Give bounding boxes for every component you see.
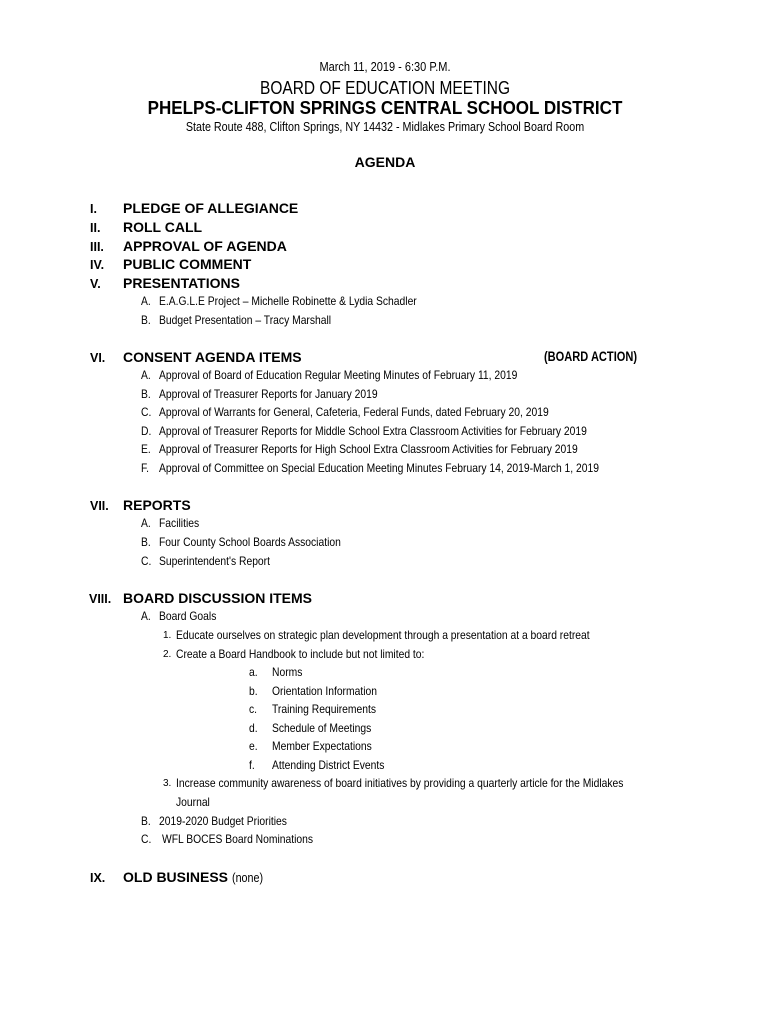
handbook-item: Member Expectations <box>272 739 372 753</box>
list-item: Approval of Treasurer Reports for Middle School Extra Classroom Activities for February 2019 <box>159 424 587 438</box>
section-numeral: IX. <box>90 871 106 885</box>
list-item-letter: B. <box>141 535 151 549</box>
handbook-item: Norms <box>272 665 303 679</box>
meeting-title: BOARD OF EDUCATION MEETING <box>260 78 510 98</box>
list-item: Approval of Warrants for General, Cafeteria, Federal Funds, dated February 20, 2019 <box>159 405 549 419</box>
section-board-discussion: BOARD DISCUSSION ITEMS <box>123 590 313 606</box>
list-item-letter: A. <box>141 516 151 530</box>
goal-number: 3. <box>163 778 172 789</box>
list-item: Approval of Treasurer Reports for High School Extra Classroom Activities for February 2019 <box>159 442 578 456</box>
list-item: Four County School Boards Association <box>159 535 341 549</box>
goal-item-continued: Journal <box>176 795 210 809</box>
list-item: 2019-2020 Budget Priorities <box>159 814 287 828</box>
list-item: Approval of Board of Education Regular Meeting Minutes of February 11, 2019 <box>159 368 518 382</box>
section-roll-call: ROLL CALL <box>123 219 203 235</box>
list-item-letter: E. <box>141 442 151 456</box>
list-item: Superintendent's Report <box>159 554 270 568</box>
list-item: Budget Presentation – Tracy Marshall <box>159 313 332 327</box>
section-numeral: VI. <box>90 351 106 365</box>
handbook-item-letter: f. <box>249 758 255 772</box>
list-item: WFL BOCES Board Nominations <box>162 832 314 846</box>
district-name: PHELPS-CLIFTON SPRINGS CENTRAL SCHOOL DISTRICT <box>147 97 623 118</box>
list-item: Approval of Committee on Special Education Meeting Minutes February 14, 2019-March 1, 2019 <box>159 461 599 475</box>
section-numeral: VII. <box>90 499 109 513</box>
goal-item: Create a Board Handbook to include but not limited to: <box>176 647 425 661</box>
section-consent-agenda: CONSENT AGENDA ITEMS <box>123 349 302 365</box>
goal-item: Educate ourselves on strategic plan development through a presentation at a board retreat <box>176 628 590 642</box>
section-public-comment: PUBLIC COMMENT <box>123 256 252 272</box>
section-numeral: III. <box>90 240 104 254</box>
list-item-letter: A. <box>141 294 151 308</box>
section-numeral: VIII. <box>89 592 112 606</box>
list-item-letter: D. <box>141 424 152 438</box>
handbook-item-letter: c. <box>249 702 258 716</box>
list-item: Board Goals <box>159 609 217 623</box>
list-item-letter: A. <box>141 609 151 623</box>
handbook-item-letter: d. <box>249 721 258 735</box>
list-item-letter: B. <box>141 313 151 327</box>
section-old-business-title: OLD BUSINESS <box>123 869 229 885</box>
section-old-business <box>123 869 268 885</box>
handbook-item: Orientation Information <box>272 684 377 698</box>
section-numeral: IV. <box>90 258 105 272</box>
section-numeral: V. <box>90 277 101 291</box>
list-item-letter: F. <box>141 461 150 475</box>
handbook-item: Attending District Events <box>272 758 385 772</box>
meeting-address: State Route 488, Clifton Springs, NY 14432 - Midlakes Primary School Board Room <box>185 120 585 134</box>
section-numeral: I. <box>90 202 97 216</box>
list-item: Approval of Treasurer Reports for January 2019 <box>159 387 378 401</box>
list-item: Facilities <box>159 516 200 530</box>
section-presentations: PRESENTATIONS <box>123 275 240 291</box>
section-approval-of-agenda: APPROVAL OF AGENDA <box>123 238 287 254</box>
section-old-business-note: (none) <box>231 871 263 885</box>
section-pledge: PLEDGE OF ALLEGIANCE <box>123 200 299 216</box>
section-numeral: II. <box>90 221 101 235</box>
section-reports: REPORTS <box>123 497 191 513</box>
list-item-letter: C. <box>141 405 152 419</box>
list-item-letter: B. <box>141 814 151 828</box>
handbook-item-letter: e. <box>249 739 258 753</box>
goal-number: 2. <box>163 649 172 660</box>
list-item: E.A.G.L.E Project – Michelle Robinette & Lydia Schadler <box>159 294 417 308</box>
board-action-label: (BOARD ACTION) <box>544 349 638 364</box>
list-item-letter: C. <box>141 554 152 568</box>
meeting-date: March 11, 2019 - 6:30 P.M. <box>319 60 451 74</box>
list-item-letter: B. <box>141 387 151 401</box>
handbook-item-letter: a. <box>249 665 258 679</box>
list-item-letter: C. <box>141 832 152 846</box>
handbook-item: Schedule of Meetings <box>272 721 372 735</box>
list-item-letter: A. <box>141 368 151 382</box>
goal-item: Increase community awareness of board initiatives by providing a quarterly article for the Midlakes <box>176 776 624 790</box>
goal-number: 1. <box>163 630 172 641</box>
agenda-heading: AGENDA <box>354 154 416 170</box>
handbook-item-letter: b. <box>249 684 258 698</box>
handbook-item: Training Requirements <box>272 702 377 716</box>
